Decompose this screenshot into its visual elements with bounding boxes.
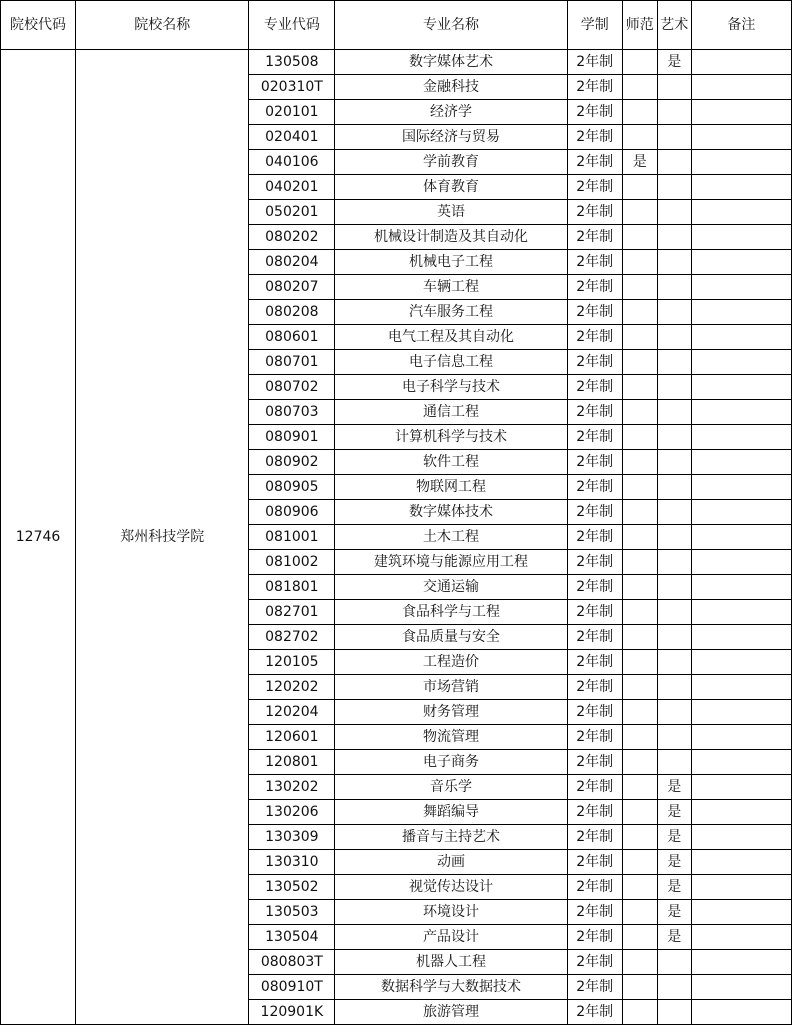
duration-cell: 2年制 xyxy=(567,725,622,750)
major-name-cell: 金融科技 xyxy=(335,75,567,100)
art-flag-cell xyxy=(657,475,691,500)
remark-cell xyxy=(691,150,791,175)
header-major-code: 专业代码 xyxy=(249,1,335,50)
major-name-cell: 国际经济与贸易 xyxy=(335,125,567,150)
major-code-cell: 130502 xyxy=(249,875,335,900)
duration-cell: 2年制 xyxy=(567,225,622,250)
normal-flag-cell xyxy=(622,400,657,425)
normal-flag-cell xyxy=(622,1000,657,1025)
remark-cell xyxy=(691,650,791,675)
major-code-cell: 020101 xyxy=(249,100,335,125)
duration-cell: 2年制 xyxy=(567,825,622,850)
art-flag-cell: 是 xyxy=(657,850,691,875)
duration-cell: 2年制 xyxy=(567,875,622,900)
major-name-cell: 数字媒体艺术 xyxy=(335,50,567,75)
major-name-cell: 通信工程 xyxy=(335,400,567,425)
duration-cell: 2年制 xyxy=(567,500,622,525)
major-code-cell: 080905 xyxy=(249,475,335,500)
art-flag-cell xyxy=(657,300,691,325)
major-name-cell: 汽车服务工程 xyxy=(335,300,567,325)
duration-cell: 2年制 xyxy=(567,750,622,775)
remark-cell xyxy=(691,825,791,850)
art-flag-cell xyxy=(657,700,691,725)
art-flag-cell xyxy=(657,1000,691,1025)
header-school-name: 院校名称 xyxy=(76,1,249,50)
major-code-cell: 081002 xyxy=(249,550,335,575)
normal-flag-cell xyxy=(622,450,657,475)
header-school-code: 院校代码 xyxy=(1,1,76,50)
remark-cell xyxy=(691,600,791,625)
major-name-cell: 物联网工程 xyxy=(335,475,567,500)
major-name-cell: 视觉传达设计 xyxy=(335,875,567,900)
normal-flag-cell xyxy=(622,300,657,325)
normal-flag-cell xyxy=(622,800,657,825)
major-code-cell: 130309 xyxy=(249,825,335,850)
major-code-cell: 080204 xyxy=(249,250,335,275)
major-name-cell: 食品质量与安全 xyxy=(335,625,567,650)
duration-cell: 2年制 xyxy=(567,275,622,300)
table-body xyxy=(1,50,792,1025)
remark-cell xyxy=(691,475,791,500)
major-code-cell: 120202 xyxy=(249,675,335,700)
normal-flag-cell xyxy=(622,225,657,250)
duration-cell: 2年制 xyxy=(567,800,622,825)
major-name-cell: 产品设计 xyxy=(335,925,567,950)
art-flag-cell xyxy=(657,100,691,125)
major-name-cell: 学前教育 xyxy=(335,150,567,175)
art-flag-cell xyxy=(657,200,691,225)
duration-cell: 2年制 xyxy=(567,125,622,150)
remark-cell xyxy=(691,500,791,525)
duration-cell: 2年制 xyxy=(567,950,622,975)
normal-flag-cell xyxy=(622,875,657,900)
major-name-cell: 数字媒体技术 xyxy=(335,500,567,525)
major-name-cell: 经济学 xyxy=(335,100,567,125)
normal-flag-cell xyxy=(622,125,657,150)
major-name-cell: 英语 xyxy=(335,200,567,225)
duration-cell: 2年制 xyxy=(567,350,622,375)
art-flag-cell: 是 xyxy=(657,825,691,850)
normal-flag-cell xyxy=(622,600,657,625)
duration-cell: 2年制 xyxy=(567,475,622,500)
duration-cell: 2年制 xyxy=(567,400,622,425)
remark-cell xyxy=(691,775,791,800)
major-name-cell: 车辆工程 xyxy=(335,275,567,300)
remark-cell xyxy=(691,850,791,875)
normal-flag-cell xyxy=(622,100,657,125)
major-code-cell: 081801 xyxy=(249,575,335,600)
remark-cell xyxy=(691,675,791,700)
major-code-cell: 080901 xyxy=(249,425,335,450)
duration-cell: 2年制 xyxy=(567,425,622,450)
duration-cell: 2年制 xyxy=(567,900,622,925)
normal-flag-cell: 是 xyxy=(622,150,657,175)
normal-flag-cell xyxy=(622,925,657,950)
major-code-cell: 080601 xyxy=(249,325,335,350)
major-code-cell: 080208 xyxy=(249,300,335,325)
major-name-cell: 交通运输 xyxy=(335,575,567,600)
major-code-cell: 120601 xyxy=(249,725,335,750)
major-code-cell: 020401 xyxy=(249,125,335,150)
normal-flag-cell xyxy=(622,200,657,225)
remark-cell xyxy=(691,425,791,450)
remark-cell xyxy=(691,925,791,950)
normal-flag-cell xyxy=(622,725,657,750)
major-name-cell: 物流管理 xyxy=(335,725,567,750)
duration-cell: 2年制 xyxy=(567,375,622,400)
major-name-cell: 计算机科学与技术 xyxy=(335,425,567,450)
normal-flag-cell xyxy=(622,675,657,700)
art-flag-cell xyxy=(657,600,691,625)
remark-cell xyxy=(691,200,791,225)
header-remark: 备注 xyxy=(691,1,791,50)
remark-cell xyxy=(691,300,791,325)
art-flag-cell: 是 xyxy=(657,800,691,825)
major-code-cell: 080703 xyxy=(249,400,335,425)
normal-flag-cell xyxy=(622,575,657,600)
major-code-cell: 080902 xyxy=(249,450,335,475)
major-name-cell: 土木工程 xyxy=(335,525,567,550)
art-flag-cell xyxy=(657,525,691,550)
major-name-cell: 舞蹈编导 xyxy=(335,800,567,825)
duration-cell: 2年制 xyxy=(567,575,622,600)
remark-cell xyxy=(691,725,791,750)
major-name-cell: 机械电子工程 xyxy=(335,250,567,275)
art-flag-cell xyxy=(657,75,691,100)
header-normal: 师范 xyxy=(622,1,657,50)
art-flag-cell xyxy=(657,325,691,350)
duration-cell: 2年制 xyxy=(567,175,622,200)
art-flag-cell xyxy=(657,750,691,775)
normal-flag-cell xyxy=(622,50,657,75)
remark-cell xyxy=(691,175,791,200)
art-flag-cell xyxy=(657,275,691,300)
art-flag-cell xyxy=(657,125,691,150)
major-name-cell: 数据科学与大数据技术 xyxy=(335,975,567,1000)
major-name-cell: 软件工程 xyxy=(335,450,567,475)
major-code-cell: 120801 xyxy=(249,750,335,775)
remark-cell xyxy=(691,350,791,375)
remark-cell xyxy=(691,975,791,1000)
major-code-cell: 130508 xyxy=(249,50,335,75)
art-flag-cell xyxy=(657,250,691,275)
header-major-name: 专业名称 xyxy=(335,1,567,50)
major-code-cell: 080702 xyxy=(249,375,335,400)
remark-cell xyxy=(691,700,791,725)
major-code-cell: 080202 xyxy=(249,225,335,250)
duration-cell: 2年制 xyxy=(567,300,622,325)
duration-cell: 2年制 xyxy=(567,600,622,625)
normal-flag-cell xyxy=(622,975,657,1000)
remark-cell xyxy=(691,250,791,275)
normal-flag-cell xyxy=(622,650,657,675)
normal-flag-cell xyxy=(622,425,657,450)
remark-cell xyxy=(691,950,791,975)
art-flag-cell xyxy=(657,975,691,1000)
duration-cell: 2年制 xyxy=(567,50,622,75)
normal-flag-cell xyxy=(622,550,657,575)
major-name-cell: 机械设计制造及其自动化 xyxy=(335,225,567,250)
major-code-cell: 080906 xyxy=(249,500,335,525)
duration-cell: 2年制 xyxy=(567,675,622,700)
duration-cell: 2年制 xyxy=(567,700,622,725)
major-code-cell: 082701 xyxy=(249,600,335,625)
major-code-cell: 080803T xyxy=(249,950,335,975)
major-code-cell: 040201 xyxy=(249,175,335,200)
major-code-cell: 130202 xyxy=(249,775,335,800)
art-flag-cell: 是 xyxy=(657,875,691,900)
major-code-cell: 130206 xyxy=(249,800,335,825)
duration-cell: 2年制 xyxy=(567,200,622,225)
major-name-cell: 工程造价 xyxy=(335,650,567,675)
duration-cell: 2年制 xyxy=(567,150,622,175)
remark-cell xyxy=(691,1000,791,1025)
art-flag-cell xyxy=(657,450,691,475)
school-name-cell: 郑州科技学院 xyxy=(76,50,249,1025)
remark-cell xyxy=(691,325,791,350)
header-duration: 学制 xyxy=(567,1,622,50)
major-name-cell: 财务管理 xyxy=(335,700,567,725)
normal-flag-cell xyxy=(622,525,657,550)
major-name-cell: 机器人工程 xyxy=(335,950,567,975)
major-code-cell: 120105 xyxy=(249,650,335,675)
header-art: 艺术 xyxy=(657,1,691,50)
art-flag-cell: 是 xyxy=(657,775,691,800)
duration-cell: 2年制 xyxy=(567,925,622,950)
remark-cell xyxy=(691,550,791,575)
normal-flag-cell xyxy=(622,375,657,400)
art-flag-cell xyxy=(657,150,691,175)
duration-cell: 2年制 xyxy=(567,450,622,475)
normal-flag-cell xyxy=(622,850,657,875)
major-code-cell: 130503 xyxy=(249,900,335,925)
normal-flag-cell xyxy=(622,500,657,525)
major-name-cell: 电子信息工程 xyxy=(335,350,567,375)
normal-flag-cell xyxy=(622,250,657,275)
major-name-cell: 市场营销 xyxy=(335,675,567,700)
art-flag-cell xyxy=(657,725,691,750)
normal-flag-cell xyxy=(622,350,657,375)
header-row xyxy=(1,1,792,50)
major-name-cell: 电子科学与技术 xyxy=(335,375,567,400)
major-code-cell: 080701 xyxy=(249,350,335,375)
duration-cell: 2年制 xyxy=(567,550,622,575)
major-name-cell: 食品科学与工程 xyxy=(335,600,567,625)
major-code-cell: 020310T xyxy=(249,75,335,100)
art-flag-cell xyxy=(657,350,691,375)
major-name-cell: 音乐学 xyxy=(335,775,567,800)
duration-cell: 2年制 xyxy=(567,975,622,1000)
remark-cell xyxy=(691,750,791,775)
major-code-cell: 082702 xyxy=(249,625,335,650)
normal-flag-cell xyxy=(622,900,657,925)
remark-cell xyxy=(691,275,791,300)
major-code-cell: 081001 xyxy=(249,525,335,550)
duration-cell: 2年制 xyxy=(567,650,622,675)
remark-cell xyxy=(691,625,791,650)
major-code-cell: 130504 xyxy=(249,925,335,950)
normal-flag-cell xyxy=(622,950,657,975)
art-flag-cell xyxy=(657,175,691,200)
major-code-cell: 120901K xyxy=(249,1000,335,1025)
art-flag-cell xyxy=(657,225,691,250)
duration-cell: 2年制 xyxy=(567,625,622,650)
art-flag-cell xyxy=(657,550,691,575)
remark-cell xyxy=(691,400,791,425)
major-name-cell: 旅游管理 xyxy=(335,1000,567,1025)
major-name-cell: 电子商务 xyxy=(335,750,567,775)
art-flag-cell xyxy=(657,425,691,450)
art-flag-cell: 是 xyxy=(657,50,691,75)
duration-cell: 2年制 xyxy=(567,850,622,875)
major-code-cell: 040106 xyxy=(249,150,335,175)
major-name-cell: 动画 xyxy=(335,850,567,875)
normal-flag-cell xyxy=(622,700,657,725)
art-flag-cell xyxy=(657,375,691,400)
art-flag-cell xyxy=(657,500,691,525)
remark-cell xyxy=(691,575,791,600)
major-name-cell: 播音与主持艺术 xyxy=(335,825,567,850)
art-flag-cell xyxy=(657,625,691,650)
remark-cell xyxy=(691,525,791,550)
art-flag-cell: 是 xyxy=(657,900,691,925)
table-row xyxy=(1,50,792,75)
duration-cell: 2年制 xyxy=(567,250,622,275)
remark-cell xyxy=(691,450,791,475)
duration-cell: 2年制 xyxy=(567,775,622,800)
normal-flag-cell xyxy=(622,825,657,850)
remark-cell xyxy=(691,125,791,150)
remark-cell xyxy=(691,875,791,900)
remark-cell xyxy=(691,50,791,75)
major-name-cell: 体育教育 xyxy=(335,175,567,200)
normal-flag-cell xyxy=(622,175,657,200)
duration-cell: 2年制 xyxy=(567,100,622,125)
duration-cell: 2年制 xyxy=(567,325,622,350)
normal-flag-cell xyxy=(622,475,657,500)
duration-cell: 2年制 xyxy=(567,75,622,100)
major-name-cell: 电气工程及其自动化 xyxy=(335,325,567,350)
normal-flag-cell xyxy=(622,775,657,800)
major-code-cell: 050201 xyxy=(249,200,335,225)
major-name-cell: 建筑环境与能源应用工程 xyxy=(335,550,567,575)
art-flag-cell xyxy=(657,400,691,425)
major-code-cell: 120204 xyxy=(249,700,335,725)
major-code-cell: 080910T xyxy=(249,975,335,1000)
art-flag-cell: 是 xyxy=(657,925,691,950)
remark-cell xyxy=(691,900,791,925)
normal-flag-cell xyxy=(622,325,657,350)
remark-cell xyxy=(691,100,791,125)
art-flag-cell xyxy=(657,650,691,675)
normal-flag-cell xyxy=(622,625,657,650)
remark-cell xyxy=(691,75,791,100)
art-flag-cell xyxy=(657,950,691,975)
normal-flag-cell xyxy=(622,750,657,775)
normal-flag-cell xyxy=(622,275,657,300)
remark-cell xyxy=(691,225,791,250)
major-name-cell: 环境设计 xyxy=(335,900,567,925)
school-code-cell: 12746 xyxy=(1,50,76,1025)
normal-flag-cell xyxy=(622,75,657,100)
remark-cell xyxy=(691,375,791,400)
remark-cell xyxy=(691,800,791,825)
duration-cell: 2年制 xyxy=(567,525,622,550)
art-flag-cell xyxy=(657,575,691,600)
major-code-cell: 080207 xyxy=(249,275,335,300)
art-flag-cell xyxy=(657,675,691,700)
major-code-cell: 130310 xyxy=(249,850,335,875)
duration-cell: 2年制 xyxy=(567,1000,622,1025)
